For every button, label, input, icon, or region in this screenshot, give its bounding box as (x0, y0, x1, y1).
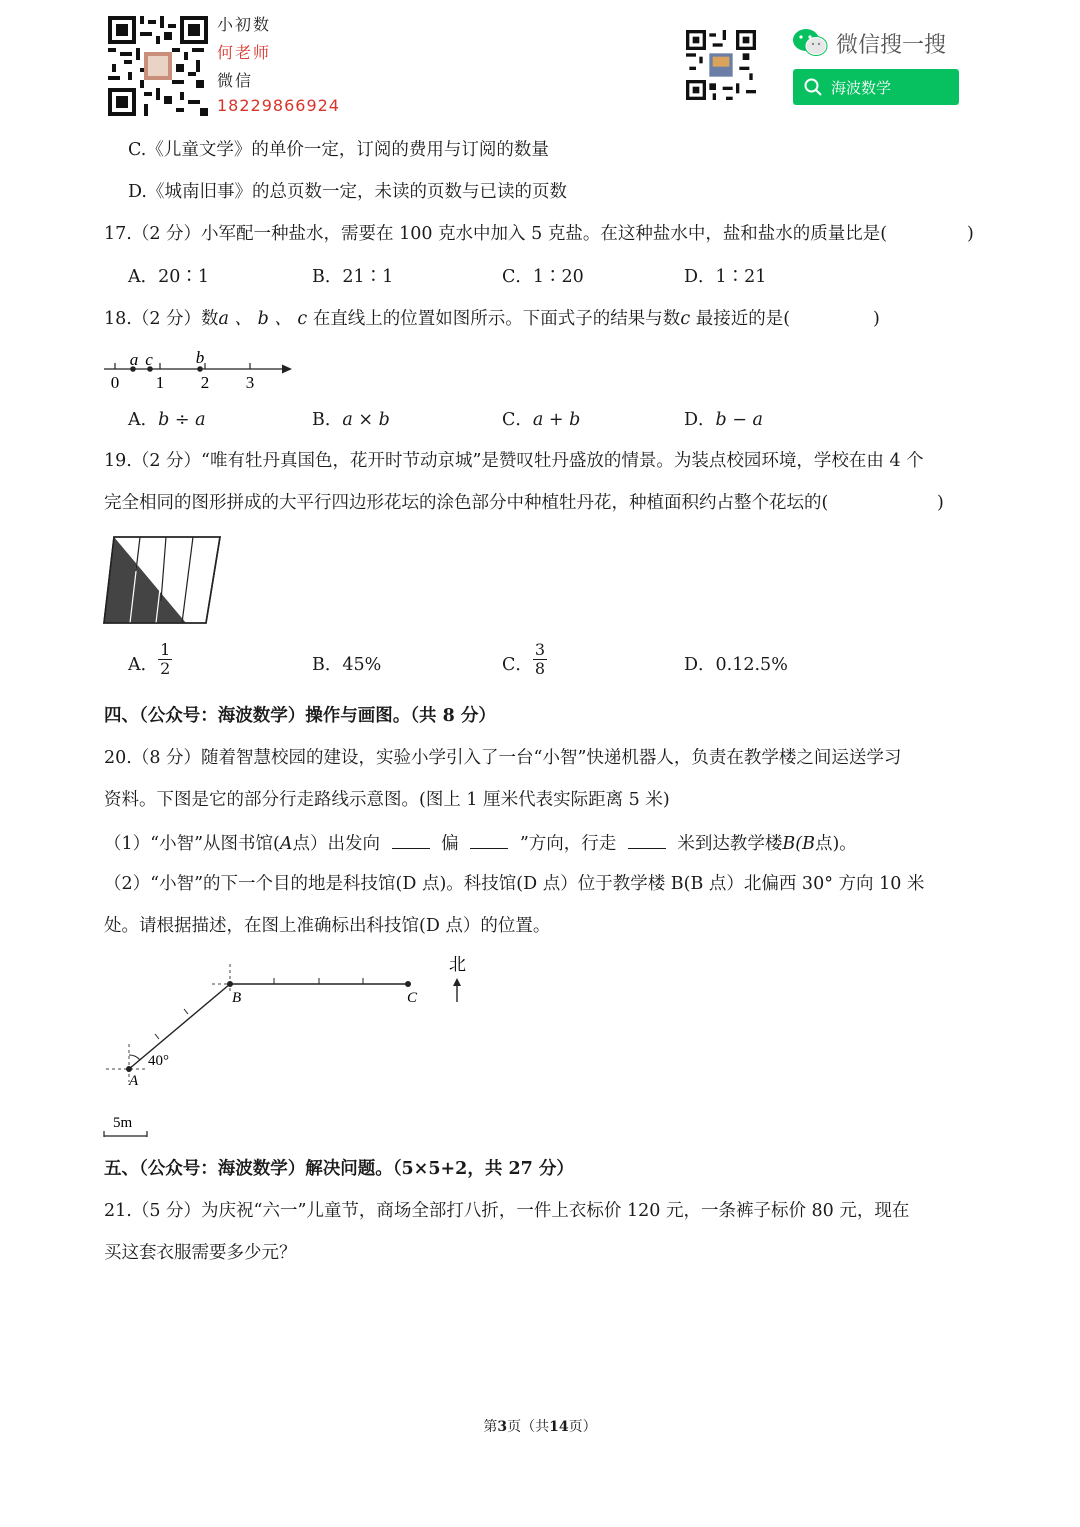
q18-stem-c: c (680, 309, 691, 329)
q17-option-b: B．21∶1 (312, 267, 394, 287)
q17-close-paren: ) (967, 224, 974, 244)
numberline-label-1: 1 (155, 373, 165, 392)
answer-blank-3[interactable] (628, 830, 666, 849)
q20-part-2-line-1: （2）“小智”的下一个目的地是科技馆(D 点)。科技馆(D 点）位于教学楼 B(B 点）北偏西 30° 方向 10 米 (104, 874, 925, 894)
contact-line-2: 何老师 (217, 43, 272, 62)
q18-option-d: D．b − a (684, 410, 763, 430)
q18-option-a: A．b ÷ a (128, 410, 206, 430)
q18-stem (104, 307, 790, 331)
q17-option-a: A．20∶1 (128, 267, 210, 287)
route-map-figure (100, 952, 480, 1142)
q20-stem-line-1: 20.（8 分）随着智慧校园的建设，实验小学引入了一台“小智”快递机器人，负责在教学楼之间运送学习 (104, 748, 902, 768)
point-label-c: c (145, 350, 153, 369)
q18-option-c: C．a + b (502, 410, 581, 430)
q18-stem-vars: a 、 b 、 c (218, 309, 308, 329)
q20-stem-line-2: 资料。下图是它的部分行走路线示意图。(图上 1 厘米代表实际距离 5 米) (104, 790, 670, 810)
numberline-label-3: 3 (245, 373, 255, 392)
search-icon (803, 77, 823, 97)
q19-stem-line-2: 完全相同的图形拼成的大平行四边形花坛的涂色部分中种植牡丹花，种植面积约占整个花坛的( (104, 493, 829, 513)
q18-stem-mid: 在直线上的位置如图所示。下面式子的结果与数 (312, 309, 681, 329)
answer-blank-2[interactable] (470, 830, 508, 849)
q18-option-b: B．a × b (312, 410, 390, 430)
map-scale-label: 5m (113, 1115, 133, 1131)
contact-line-1: 小初数 (217, 15, 272, 34)
map-point-c: C (407, 990, 418, 1006)
numberline-label-2: 2 (200, 373, 210, 392)
section-4-heading: 四、（公众号：海波数学）操作与画图。（共 8 分） (104, 706, 496, 726)
contact-line-3: 微信 (217, 71, 254, 90)
wechat-search-title: 微信搜一搜 (836, 33, 947, 58)
page-footer: 第3页（共14页） (483, 1419, 597, 1435)
q19-option-d: D．0.12.5% (684, 655, 788, 675)
wechat-logo-icon (792, 28, 828, 58)
q20-part-1: （1）“小智”从图书馆(A点）出发向 偏 ”方向，行走 米到达教学楼B(B点)。 (104, 830, 857, 856)
q18-close-paren: ) (873, 309, 880, 329)
q19-stem-line-1: 19.（2 分）“唯有牡丹真国色，花开时节动京城”是赞叹牡丹盛放的情景。为装点校园环境，学校在由 4 个 (104, 451, 924, 471)
section-5-heading: 五、（公众号：海波数学）解决问题。（5×5+2，共 27 分） (104, 1159, 574, 1179)
q16-option-c: C.《儿童文学》的单价一定，订阅的费用与订阅的数量 (128, 140, 549, 160)
map-north-label: 北 (449, 955, 466, 975)
q19-option-c: C． $\frac{3}{8}$ (502, 640, 546, 678)
q16-option-d: D.《城南旧事》的总页数一定，未读的页数与已读的页数 (128, 182, 567, 202)
q17-option-c: C．1∶20 (502, 267, 584, 287)
q20-part-2-line-2: 处。请根据描述，在图上准确标出科技馆(D 点）的位置。 (104, 916, 551, 936)
point-label-a: a (129, 350, 139, 369)
search-label: 海波数学 (831, 78, 892, 97)
map-point-b: B (232, 990, 242, 1006)
q18-stem-post: 最接近的是( (695, 309, 791, 329)
q19-option-b: B．45% (312, 655, 382, 675)
point-label-b: b (195, 348, 205, 367)
numberline-label-0: 0 (110, 373, 120, 392)
contact-phone: 18229866924 (217, 96, 340, 115)
q17-option-d: D．1∶21 (684, 267, 767, 287)
q18-stem-pre: 18.（2 分）数 (104, 309, 219, 329)
q19-close-paren: ) (937, 493, 944, 513)
q21-stem-line-2: 买这套衣服需要多少元？ (104, 1243, 297, 1263)
q19-option-a: A． $\frac{1}{2}$ (128, 640, 171, 678)
q17-stem: 17.（2 分）小军配一种盐水，需要在 100 克水中加入 5 克盐。在这种盐水中，盐和盐水的质量比是( (104, 224, 888, 244)
parallelogram-figure (100, 533, 226, 628)
answer-blank-1[interactable] (392, 830, 430, 849)
number-line-figure (100, 345, 300, 393)
map-angle-label: 40° (148, 1053, 169, 1069)
qr-code-right (686, 30, 756, 100)
wechat-search-button[interactable] (793, 69, 959, 105)
q21-stem-line-1: 21.（5 分）为庆祝“六一”儿童节，商场全部打八折，一件上衣标价 120 元，一条裤子标价 80 元，现在 (104, 1201, 910, 1221)
map-point-a: A (129, 1073, 139, 1089)
qr-code-left (108, 16, 208, 116)
